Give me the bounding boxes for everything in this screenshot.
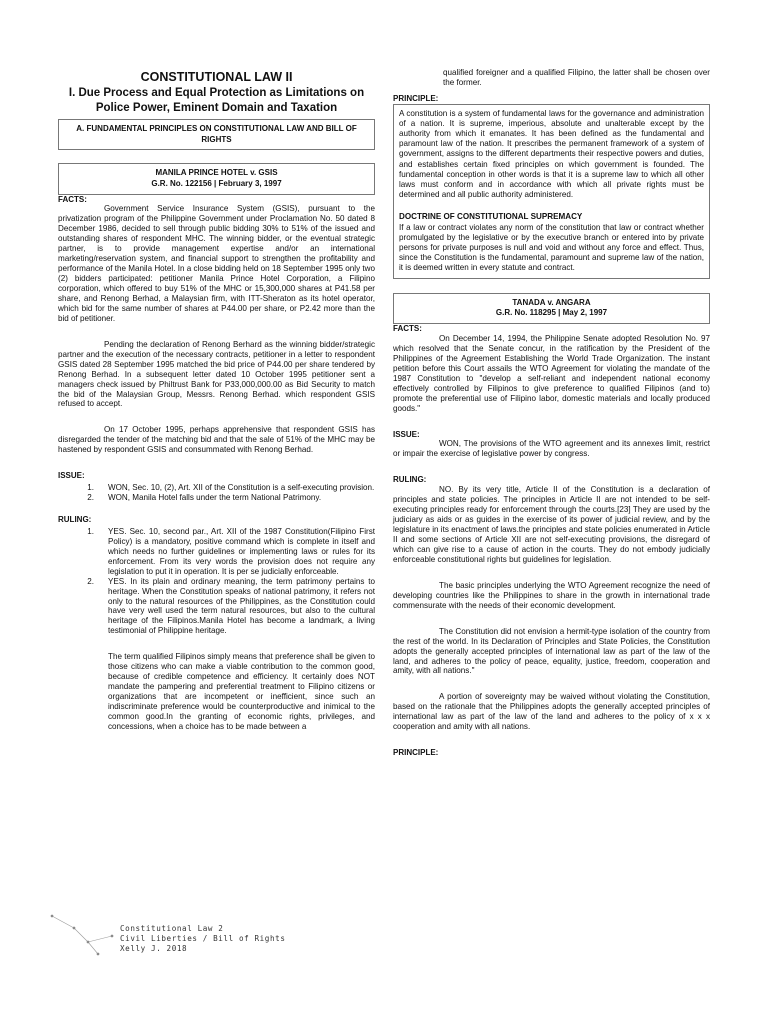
- list-item: [58, 527, 375, 577]
- doctrine-heading: DOCTRINE OF CONSTITUTIONAL SUPREMACY: [399, 212, 583, 222]
- list-item: [58, 493, 375, 503]
- ruling-label: RULING:: [58, 515, 92, 525]
- ruling-paragraph: A portion of sovereignty may be waived without violating the Constitution, based on the rationale that the Philippines adopts the generally accepted principles of international law as part of the law of the land and adheres to the policy of x x x cooperation and amity with all nations.: [393, 692, 710, 732]
- constellation-decoration: [48, 912, 118, 958]
- doctrine-text: If a law or contract violates any norm of the constitution that law or contract whether promulgated by the legislative or by the executive branch or entered into by private persons for private purposes is null and void and without any force and effect. Thus, since the Constitution is the fundamental, paramount and supreme law of the nation, it is deemed written in every statute and contract.: [399, 222, 704, 273]
- case-title-box: [393, 293, 710, 325]
- ruling-list: [58, 527, 375, 636]
- issue-list: [58, 483, 375, 503]
- issue-label: ISSUE:: [58, 471, 85, 481]
- case-name: MANILA PRINCE HOTEL v. GSIS: [155, 167, 278, 177]
- principle-label: PRINCIPLE:: [393, 93, 439, 103]
- list-text: WON, Sec. 10, (2), Art. XII of the Constitution is a self-executing provision.: [108, 483, 375, 493]
- ruling-paragraph: NO. By its very title, Article II of the Constitution is a declaration of principles and state policies. The principles in Article II are not intended to be self-executing principles ready for enforcement through the courts.[23] They are used by the judiciary as aids or as guides in the exercise of its power of judicial review, and by the legislature in its enactment of laws.the principles and state policies enumerated in Article II and some sections of Article XII are not self-executing provisions, the disregard of which can give rise to a cause of action in the courts. They do not embody judicially enforceable constitutional rights but guidelines for legislation.: [393, 485, 710, 564]
- topic-heading-box: A. FUNDAMENTAL PRINCIPLES ON CONSTITUTIONAL LAW AND BILL OF RIGHTS: [58, 119, 375, 150]
- facts-label: FACTS:: [58, 194, 87, 204]
- issue-text: WON, The provisions of the WTO agreement and its annexes limit, restrict or impair the exercise of legislative power by congress.: [393, 439, 710, 459]
- facts-paragraph: Pending the declaration of Renong Berhard as the winning bidder/strategic partner and the execution of the necessary contracts, petitioner in a letter to respondent GSIS dated 28 September 1995 matched the bid price of P44.00 per share tendered by Renong Berhad. In a subsequent letter dated 10 October 1995 petitioner sent a managers check issued by Philtrust Bank for P33,000,000.00 as Bid Security to match the bid of the Malaysian Group, Messrs. Renong Berhad. which respondent GSIS refused to accept.: [58, 339, 375, 409]
- facts-paragraph: On December 14, 1994, the Philippine Senate adopted Resolution No. 97 which resolved that the Senate concur, in the ratification by the President of the Philippines of the Agreement Establishing the World Trade Organization. The instant petition before this Court assails the WTO Agreement for violating the mandate of the 1987 Constitution to "develop a self-reliant and independent national economy effectively controlled by Filipinos to give preference to qualified Filipinos (and to) promote the preferential use of Filipino labor, domestic materials and locally produced goods.": [393, 333, 710, 413]
- case-title-box: [58, 163, 375, 195]
- list-text: YES. Sec. 10, second par., Art. XII of the 1987 Constitution(Filipino First Policy) is a mandatory, positive command which is complete in itself and which needs no further guidelines or implementing laws or rules for its enforcement. From its very words the provision does not require any legislation to put it in operation. It is per se judicially enforceable.: [108, 526, 375, 576]
- facts-paragraph: Government Service Insurance System (GSIS), pursuant to the privatization program of the Philippine Government under Proclamation No. 50 dated 8 December 1986, decided to sell through public bidding 30% to 51% of the issued and outstanding shares of respondent MHC. The winning bidder, or the eventual strategic partner, is to provide management expertise and/or an international marketing/reservation system, and financial support to strengthen the profitability and performance of the Manila Hotel. In a close bidding held on 18 September 1995 only two (2) bidders participated: petitioner Manila Prince Hotel Corporation, a Filipino corporation, which offered to buy 51% of the MHC or 15,300,000 shares at P41.58 per share, and Renong Berhad, a Malaysian firm, with ITT-Sheraton as its hotel operator, which bid for the same number of shares at P44.00 per share, or P2.42 more than the bid of petitioner.: [58, 204, 375, 323]
- footer-line: Civil Liberties / Bill of Rights: [120, 934, 286, 944]
- footer-line: Xelly J. 2018: [120, 944, 188, 954]
- list-text: WON, Manila Hotel falls under the term National Patrimony.: [108, 493, 322, 503]
- right-column: [393, 0, 710, 758]
- case-name: TANADA v. ANGARA: [512, 297, 591, 307]
- principle-box: [393, 104, 710, 279]
- document-subtitle: I. Due Process and Equal Protection as Limitations on Police Power, Eminent Domain and Taxation: [68, 87, 365, 114]
- case-citation: G.R. No. 122156 | February 3, 1997: [151, 178, 282, 188]
- ruling-paragraph: The basic principles underlying the WTO Agreement recognize the need of developing countries like the Philippines to share in the growth in international trade commensurate with the needs of their economic development.: [393, 580, 710, 610]
- case-citation: G.R. No. 118295 | May 2, 1997: [495, 308, 608, 318]
- ruling-continuation: qualified foreigner and a qualified Filipino, the latter shall be chosen over the former.: [443, 68, 710, 87]
- facts-paragraph: On 17 October 1995, perhaps apprehensive that respondent GSIS has disregarded the tender of the matching bid and that the sale of 51% of the MHC may be hastened by respondent GSIS and consummated with Renong Berhad.: [58, 425, 375, 455]
- page-footer: [120, 924, 286, 954]
- footer-line: Constitutional Law 2: [120, 924, 224, 933]
- principle-text: A constitution is a system of fundamental laws for the governance and administration of a nation. It is supreme, imperious, absolute and unalterable except by the authority from which it emanates. It has been defined as the fundamental and paramount law of the nation. It prescribes the permanent framework of a system of government, assigns to the different departments their respective powers and duties, and establishes certain fixed principles on which government is founded. The fundamental conception in other words is that it is a supreme law to which all other laws must conform and in accordance with which all private rights must be determined and all public authority administered.: [399, 108, 704, 200]
- ruling-paragraph: The Constitution did not envision a hermit-type isolation of the country from the rest of the world. In its Declaration of Principles and State Policies, the Constitution adopts the generally accepted principles of international law as part of the law of the land, and adheres to the policy of peace, equality, justice, freedom, cooperation and amity, with all nations.": [393, 626, 710, 676]
- list-number: 1.: [87, 483, 94, 493]
- list-item: [58, 577, 375, 637]
- facts-label: FACTS:: [393, 324, 422, 334]
- list-number: 2.: [87, 576, 94, 586]
- document-title: CONSTITUTIONAL LAW II: [140, 70, 293, 84]
- principle-label: PRINCIPLE:: [393, 748, 439, 758]
- list-item: [58, 483, 375, 493]
- left-column: [58, 0, 375, 732]
- list-number: 1.: [87, 526, 94, 536]
- issue-label: ISSUE:: [393, 429, 420, 439]
- ruling-label: RULING:: [393, 475, 427, 485]
- list-number: 2.: [87, 493, 94, 503]
- ruling-paragraph: The term qualified Filipinos simply means that preference shall be given to those citizens who can make a viable contribution to the common good, because of credible competence and efficiency. It certainly does NOT mandate the pampering and preferential treatment to Filipino citizens or organizations that are incompetent or inefficient, since such an indiscriminate preference would be counterproductive and inimical to the common good.In the granting of economic rights, privileges, and concessions, when a choice has to be made between a: [108, 652, 375, 732]
- list-text: YES. In its plain and ordinary meaning, the term patrimony pertains to heritage. When the Constitution speaks of national patrimony, it refers not only to the natural resources of the Philippines, as the Constitution could have very well used the term natural resources, but also to the cultural heritage of the Filipinos.Manila Hotel has become a landmark, a living testimonial of Philippine heritage.: [108, 576, 375, 636]
